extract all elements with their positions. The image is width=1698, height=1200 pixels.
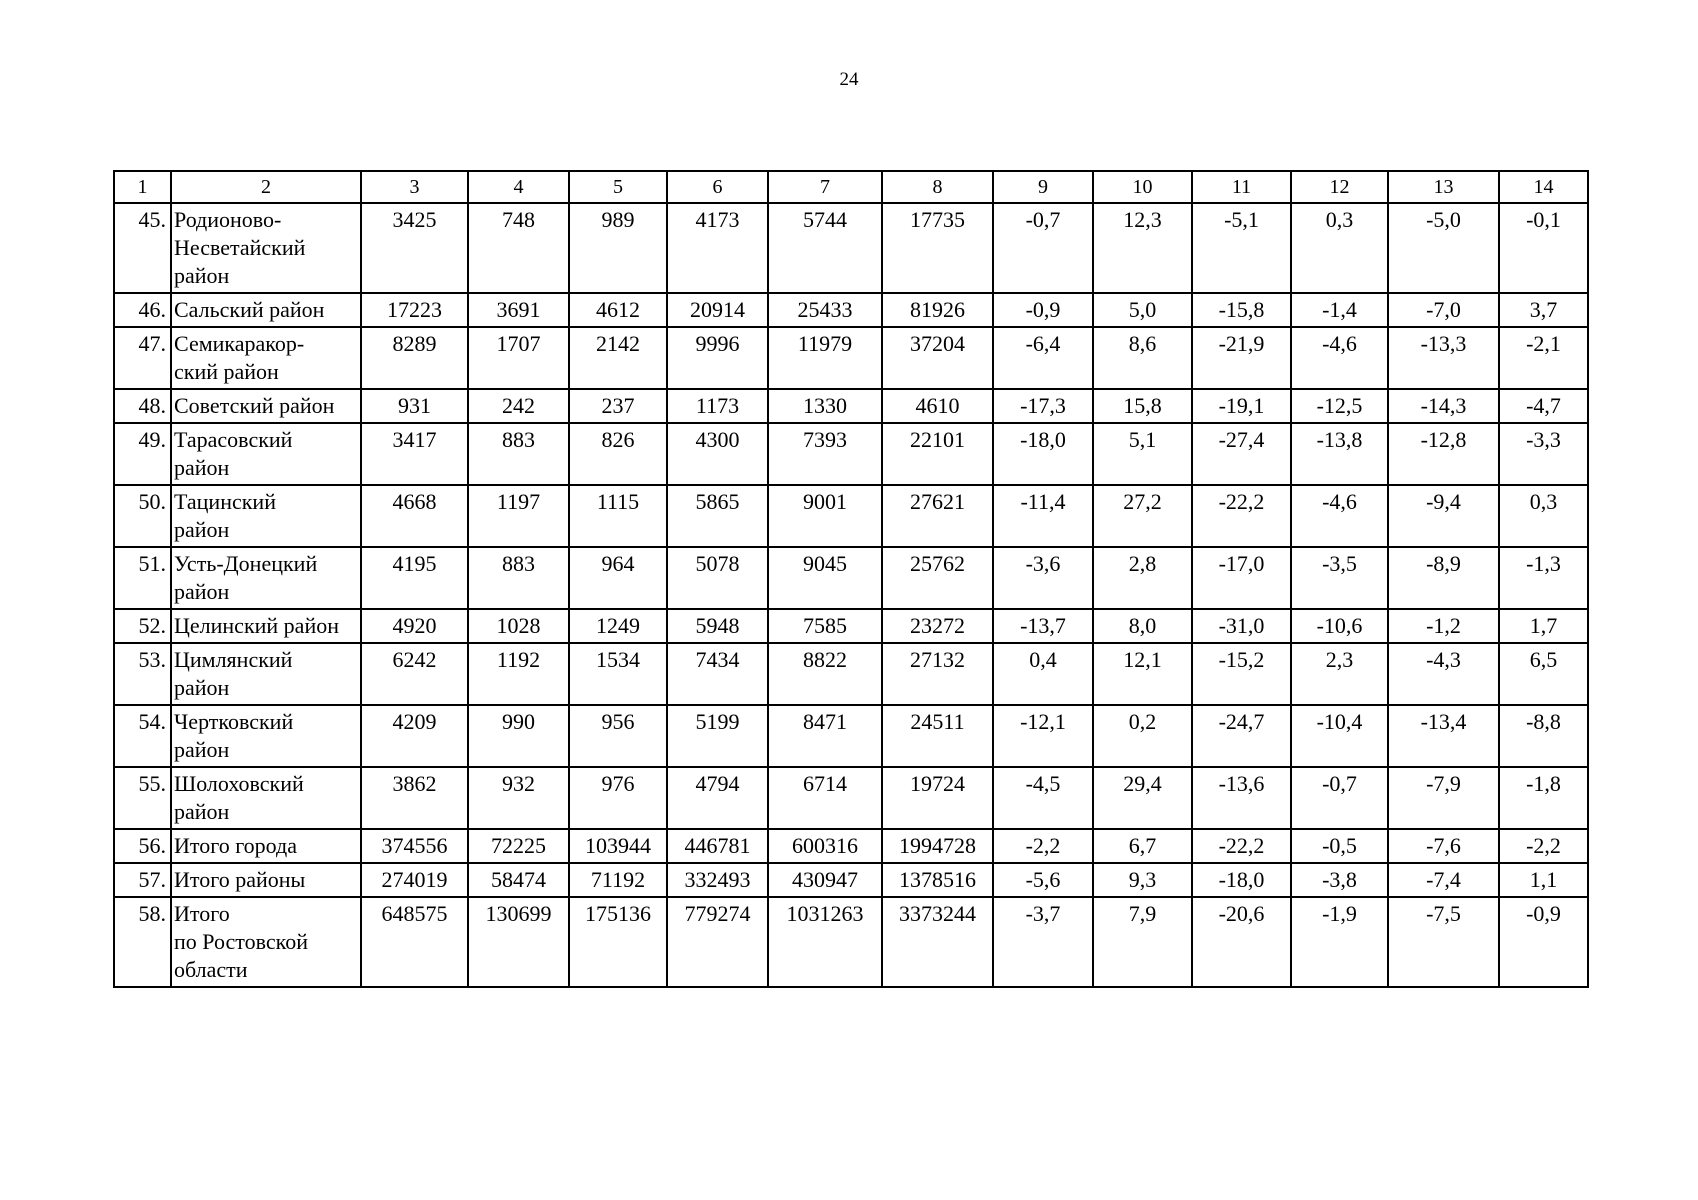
- district-name-line: район: [174, 455, 230, 480]
- column-number-header: 3: [361, 171, 468, 203]
- value-cell-col-5: 1249: [569, 609, 667, 643]
- table-row: [114, 863, 1588, 897]
- value-cell-col-10: 2,8: [1093, 547, 1192, 609]
- value-cell-col-14: 0,3: [1499, 485, 1588, 547]
- district-name-line: Чертковский: [174, 709, 294, 734]
- value-cell-col-5: 1534: [569, 643, 667, 705]
- value-cell-col-14: -1,8: [1499, 767, 1588, 829]
- value-cell-col-12: -10,6: [1291, 609, 1388, 643]
- row-number: 55.: [114, 767, 171, 829]
- table-row: [114, 293, 1588, 327]
- value-cell-col-12: 2,3: [1291, 643, 1388, 705]
- value-cell-col-10: 6,7: [1093, 829, 1192, 863]
- district-name-line: Родионово-: [174, 207, 282, 232]
- value-cell-col-3: 374556: [361, 829, 468, 863]
- value-cell-col-9: -17,3: [993, 389, 1093, 423]
- value-cell-col-12: 0,3: [1291, 203, 1388, 293]
- district-name: [171, 829, 361, 863]
- value-cell-col-13: -9,4: [1388, 485, 1499, 547]
- value-cell-col-11: -17,0: [1192, 547, 1291, 609]
- value-cell-col-14: -0,1: [1499, 203, 1588, 293]
- value-cell-col-7: 8471: [768, 705, 882, 767]
- table-row: [114, 203, 1588, 293]
- district-name: [171, 609, 361, 643]
- district-name-line: Итого районы: [174, 867, 306, 892]
- district-name-line: Несветайский: [174, 235, 306, 260]
- table-row: [114, 829, 1588, 863]
- row-number: 46.: [114, 293, 171, 327]
- district-name: [171, 863, 361, 897]
- value-cell-col-13: -7,5: [1388, 897, 1499, 987]
- value-cell-col-11: -18,0: [1192, 863, 1291, 897]
- value-cell-col-9: 0,4: [993, 643, 1093, 705]
- district-name: [171, 389, 361, 423]
- table-row: [114, 609, 1588, 643]
- value-cell-col-5: 4612: [569, 293, 667, 327]
- value-cell-col-9: -3,7: [993, 897, 1093, 987]
- statistics-table: [113, 170, 1589, 988]
- value-cell-col-9: -4,5: [993, 767, 1093, 829]
- row-number: 56.: [114, 829, 171, 863]
- value-cell-col-8: 81926: [882, 293, 993, 327]
- value-cell-col-9: -3,6: [993, 547, 1093, 609]
- value-cell-col-12: -3,5: [1291, 547, 1388, 609]
- value-cell-col-8: 1378516: [882, 863, 993, 897]
- value-cell-col-9: -18,0: [993, 423, 1093, 485]
- value-cell-col-6: 332493: [667, 863, 768, 897]
- value-cell-col-11: -24,7: [1192, 705, 1291, 767]
- value-cell-col-12: -12,5: [1291, 389, 1388, 423]
- value-cell-col-6: 5078: [667, 547, 768, 609]
- value-cell-col-8: 19724: [882, 767, 993, 829]
- district-name: [171, 293, 361, 327]
- value-cell-col-4: 72225: [468, 829, 569, 863]
- value-cell-col-11: -5,1: [1192, 203, 1291, 293]
- row-number: 45.: [114, 203, 171, 293]
- value-cell-col-14: 3,7: [1499, 293, 1588, 327]
- value-cell-col-7: 25433: [768, 293, 882, 327]
- district-name-line: области: [174, 957, 248, 982]
- value-cell-col-11: -21,9: [1192, 327, 1291, 389]
- value-cell-col-6: 5948: [667, 609, 768, 643]
- value-cell-col-10: 29,4: [1093, 767, 1192, 829]
- value-cell-col-10: 5,0: [1093, 293, 1192, 327]
- value-cell-col-14: -1,3: [1499, 547, 1588, 609]
- value-cell-col-7: 430947: [768, 863, 882, 897]
- value-cell-col-3: 648575: [361, 897, 468, 987]
- value-cell-col-7: 7393: [768, 423, 882, 485]
- column-number-header: 13: [1388, 171, 1499, 203]
- district-name-line: Сальский район: [174, 297, 325, 322]
- value-cell-col-7: 7585: [768, 609, 882, 643]
- value-cell-col-6: 446781: [667, 829, 768, 863]
- value-cell-col-7: 9045: [768, 547, 882, 609]
- district-name: [171, 705, 361, 767]
- row-number: 49.: [114, 423, 171, 485]
- column-number-header: 1: [114, 171, 171, 203]
- value-cell-col-13: -14,3: [1388, 389, 1499, 423]
- value-cell-col-7: 8822: [768, 643, 882, 705]
- value-cell-col-9: -5,6: [993, 863, 1093, 897]
- column-number-header: 7: [768, 171, 882, 203]
- row-number: 53.: [114, 643, 171, 705]
- column-number-header: 6: [667, 171, 768, 203]
- value-cell-col-8: 25762: [882, 547, 993, 609]
- value-cell-col-8: 27132: [882, 643, 993, 705]
- value-cell-col-5: 2142: [569, 327, 667, 389]
- district-name: [171, 643, 361, 705]
- value-cell-col-3: 3862: [361, 767, 468, 829]
- value-cell-col-11: -22,2: [1192, 829, 1291, 863]
- value-cell-col-8: 1994728: [882, 829, 993, 863]
- district-name-line: Цимлянский: [174, 647, 293, 672]
- value-cell-col-11: -20,6: [1192, 897, 1291, 987]
- value-cell-col-14: -2,1: [1499, 327, 1588, 389]
- value-cell-col-4: 990: [468, 705, 569, 767]
- table-row: [114, 547, 1588, 609]
- district-name-line: Советский район: [174, 393, 335, 418]
- page-number: 24: [839, 69, 859, 90]
- value-cell-col-13: -13,4: [1388, 705, 1499, 767]
- row-number: 48.: [114, 389, 171, 423]
- value-cell-col-11: -13,6: [1192, 767, 1291, 829]
- value-cell-col-6: 20914: [667, 293, 768, 327]
- value-cell-col-8: 22101: [882, 423, 993, 485]
- value-cell-col-13: -8,9: [1388, 547, 1499, 609]
- value-cell-col-10: 12,3: [1093, 203, 1192, 293]
- table-body: [114, 171, 1588, 987]
- value-cell-col-12: -1,9: [1291, 897, 1388, 987]
- value-cell-col-6: 1173: [667, 389, 768, 423]
- value-cell-col-6: 4173: [667, 203, 768, 293]
- value-cell-col-4: 1197: [468, 485, 569, 547]
- value-cell-col-4: 58474: [468, 863, 569, 897]
- value-cell-col-4: 3691: [468, 293, 569, 327]
- value-cell-col-4: 932: [468, 767, 569, 829]
- value-cell-col-4: 130699: [468, 897, 569, 987]
- value-cell-col-10: 0,2: [1093, 705, 1192, 767]
- value-cell-col-13: -5,0: [1388, 203, 1499, 293]
- value-cell-col-9: -0,9: [993, 293, 1093, 327]
- value-cell-col-4: 1192: [468, 643, 569, 705]
- value-cell-col-8: 27621: [882, 485, 993, 547]
- value-cell-col-7: 9001: [768, 485, 882, 547]
- value-cell-col-5: 237: [569, 389, 667, 423]
- value-cell-col-6: 4300: [667, 423, 768, 485]
- column-number-header: 9: [993, 171, 1093, 203]
- district-name: [171, 327, 361, 389]
- value-cell-col-3: 3425: [361, 203, 468, 293]
- value-cell-col-13: -12,8: [1388, 423, 1499, 485]
- district-name-line: Усть-Донецкий: [174, 551, 318, 576]
- value-cell-col-10: 5,1: [1093, 423, 1192, 485]
- value-cell-col-14: -4,7: [1499, 389, 1588, 423]
- district-name: [171, 485, 361, 547]
- value-cell-col-6: 5199: [667, 705, 768, 767]
- row-number: 58.: [114, 897, 171, 987]
- district-name-line: Тарасовский: [174, 427, 293, 452]
- row-number: 57.: [114, 863, 171, 897]
- value-cell-col-10: 12,1: [1093, 643, 1192, 705]
- value-cell-col-7: 1330: [768, 389, 882, 423]
- district-name-line: район: [174, 517, 230, 542]
- district-name: [171, 547, 361, 609]
- district-name-line: ский район: [174, 359, 279, 384]
- value-cell-col-11: -22,2: [1192, 485, 1291, 547]
- value-cell-col-11: -15,8: [1192, 293, 1291, 327]
- district-name-line: Семикаракор-: [174, 331, 305, 356]
- value-cell-col-7: 5744: [768, 203, 882, 293]
- column-number-header: 8: [882, 171, 993, 203]
- value-cell-col-14: 6,5: [1499, 643, 1588, 705]
- value-cell-col-6: 5865: [667, 485, 768, 547]
- table-row: [114, 767, 1588, 829]
- value-cell-col-6: 7434: [667, 643, 768, 705]
- value-cell-col-3: 4920: [361, 609, 468, 643]
- value-cell-col-14: 1,1: [1499, 863, 1588, 897]
- value-cell-col-14: -3,3: [1499, 423, 1588, 485]
- value-cell-col-3: 17223: [361, 293, 468, 327]
- district-name: [171, 767, 361, 829]
- value-cell-col-14: -8,8: [1499, 705, 1588, 767]
- value-cell-col-13: -7,9: [1388, 767, 1499, 829]
- column-number-header: 10: [1093, 171, 1192, 203]
- row-number: 54.: [114, 705, 171, 767]
- value-cell-col-6: 4794: [667, 767, 768, 829]
- value-cell-col-14: 1,7: [1499, 609, 1588, 643]
- value-cell-col-13: -7,0: [1388, 293, 1499, 327]
- column-number-header: 12: [1291, 171, 1388, 203]
- value-cell-col-9: -12,1: [993, 705, 1093, 767]
- table-row: [114, 897, 1588, 987]
- district-name-line: Шолоховский: [174, 771, 304, 796]
- value-cell-col-13: -7,4: [1388, 863, 1499, 897]
- row-number: 50.: [114, 485, 171, 547]
- district-name: [171, 897, 361, 987]
- value-cell-col-12: -3,8: [1291, 863, 1388, 897]
- district-name-line: район: [174, 675, 230, 700]
- value-cell-col-8: 23272: [882, 609, 993, 643]
- district-name-line: район: [174, 799, 230, 824]
- value-cell-col-7: 6714: [768, 767, 882, 829]
- value-cell-col-3: 4195: [361, 547, 468, 609]
- value-cell-col-14: -2,2: [1499, 829, 1588, 863]
- value-cell-col-10: 27,2: [1093, 485, 1192, 547]
- value-cell-col-11: -15,2: [1192, 643, 1291, 705]
- column-number-header: 2: [171, 171, 361, 203]
- value-cell-col-11: -31,0: [1192, 609, 1291, 643]
- value-cell-col-10: 9,3: [1093, 863, 1192, 897]
- column-number-header: 14: [1499, 171, 1588, 203]
- column-number-header: 11: [1192, 171, 1291, 203]
- value-cell-col-13: -1,2: [1388, 609, 1499, 643]
- district-name: [171, 203, 361, 293]
- value-cell-col-7: 1031263: [768, 897, 882, 987]
- value-cell-col-12: -13,8: [1291, 423, 1388, 485]
- value-cell-col-9: -0,7: [993, 203, 1093, 293]
- value-cell-col-4: 242: [468, 389, 569, 423]
- value-cell-col-8: 4610: [882, 389, 993, 423]
- value-cell-col-12: -10,4: [1291, 705, 1388, 767]
- value-cell-col-9: -2,2: [993, 829, 1093, 863]
- row-number: 51.: [114, 547, 171, 609]
- value-cell-col-3: 931: [361, 389, 468, 423]
- value-cell-col-5: 1115: [569, 485, 667, 547]
- value-cell-col-6: 9996: [667, 327, 768, 389]
- district-name-line: Итого города: [174, 833, 297, 858]
- value-cell-col-4: 883: [468, 547, 569, 609]
- value-cell-col-9: -13,7: [993, 609, 1093, 643]
- value-cell-col-5: 103944: [569, 829, 667, 863]
- value-cell-col-12: -1,4: [1291, 293, 1388, 327]
- value-cell-col-11: -27,4: [1192, 423, 1291, 485]
- value-cell-col-8: 3373244: [882, 897, 993, 987]
- table-row: [114, 485, 1588, 547]
- value-cell-col-3: 4209: [361, 705, 468, 767]
- district-name-line: Итого: [174, 901, 230, 926]
- value-cell-col-5: 71192: [569, 863, 667, 897]
- value-cell-col-9: -6,4: [993, 327, 1093, 389]
- value-cell-col-3: 274019: [361, 863, 468, 897]
- district-name-line: по Ростовской: [174, 929, 308, 954]
- district-name-line: район: [174, 737, 230, 762]
- column-number-row: [114, 171, 1588, 203]
- value-cell-col-8: 17735: [882, 203, 993, 293]
- value-cell-col-10: 8,0: [1093, 609, 1192, 643]
- value-cell-col-5: 964: [569, 547, 667, 609]
- district-name-line: район: [174, 263, 230, 288]
- value-cell-col-4: 748: [468, 203, 569, 293]
- value-cell-col-5: 976: [569, 767, 667, 829]
- table-row: [114, 643, 1588, 705]
- value-cell-col-3: 4668: [361, 485, 468, 547]
- value-cell-col-7: 11979: [768, 327, 882, 389]
- value-cell-col-7: 600316: [768, 829, 882, 863]
- value-cell-col-8: 37204: [882, 327, 993, 389]
- value-cell-col-4: 883: [468, 423, 569, 485]
- value-cell-col-12: -4,6: [1291, 485, 1388, 547]
- column-number-header: 5: [569, 171, 667, 203]
- value-cell-col-10: 8,6: [1093, 327, 1192, 389]
- value-cell-col-13: -13,3: [1388, 327, 1499, 389]
- column-number-header: 4: [468, 171, 569, 203]
- row-number: 52.: [114, 609, 171, 643]
- table-row: [114, 705, 1588, 767]
- district-name-line: Тацинский: [174, 489, 276, 514]
- value-cell-col-4: 1028: [468, 609, 569, 643]
- value-cell-col-13: -4,3: [1388, 643, 1499, 705]
- value-cell-col-5: 175136: [569, 897, 667, 987]
- value-cell-col-10: 15,8: [1093, 389, 1192, 423]
- value-cell-col-12: -0,7: [1291, 767, 1388, 829]
- value-cell-col-9: -11,4: [993, 485, 1093, 547]
- row-number: 47.: [114, 327, 171, 389]
- table-row: [114, 327, 1588, 389]
- value-cell-col-5: 826: [569, 423, 667, 485]
- district-name-line: район: [174, 579, 230, 604]
- value-cell-col-12: -4,6: [1291, 327, 1388, 389]
- value-cell-col-10: 7,9: [1093, 897, 1192, 987]
- value-cell-col-12: -0,5: [1291, 829, 1388, 863]
- district-name-line: Целинский район: [174, 613, 339, 638]
- value-cell-col-5: 956: [569, 705, 667, 767]
- value-cell-col-3: 8289: [361, 327, 468, 389]
- value-cell-col-14: -0,9: [1499, 897, 1588, 987]
- district-name: [171, 423, 361, 485]
- table-row: [114, 389, 1588, 423]
- value-cell-col-13: -7,6: [1388, 829, 1499, 863]
- value-cell-col-6: 779274: [667, 897, 768, 987]
- value-cell-col-3: 6242: [361, 643, 468, 705]
- value-cell-col-4: 1707: [468, 327, 569, 389]
- value-cell-col-3: 3417: [361, 423, 468, 485]
- value-cell-col-11: -19,1: [1192, 389, 1291, 423]
- table-row: [114, 423, 1588, 485]
- value-cell-col-8: 24511: [882, 705, 993, 767]
- value-cell-col-5: 989: [569, 203, 667, 293]
